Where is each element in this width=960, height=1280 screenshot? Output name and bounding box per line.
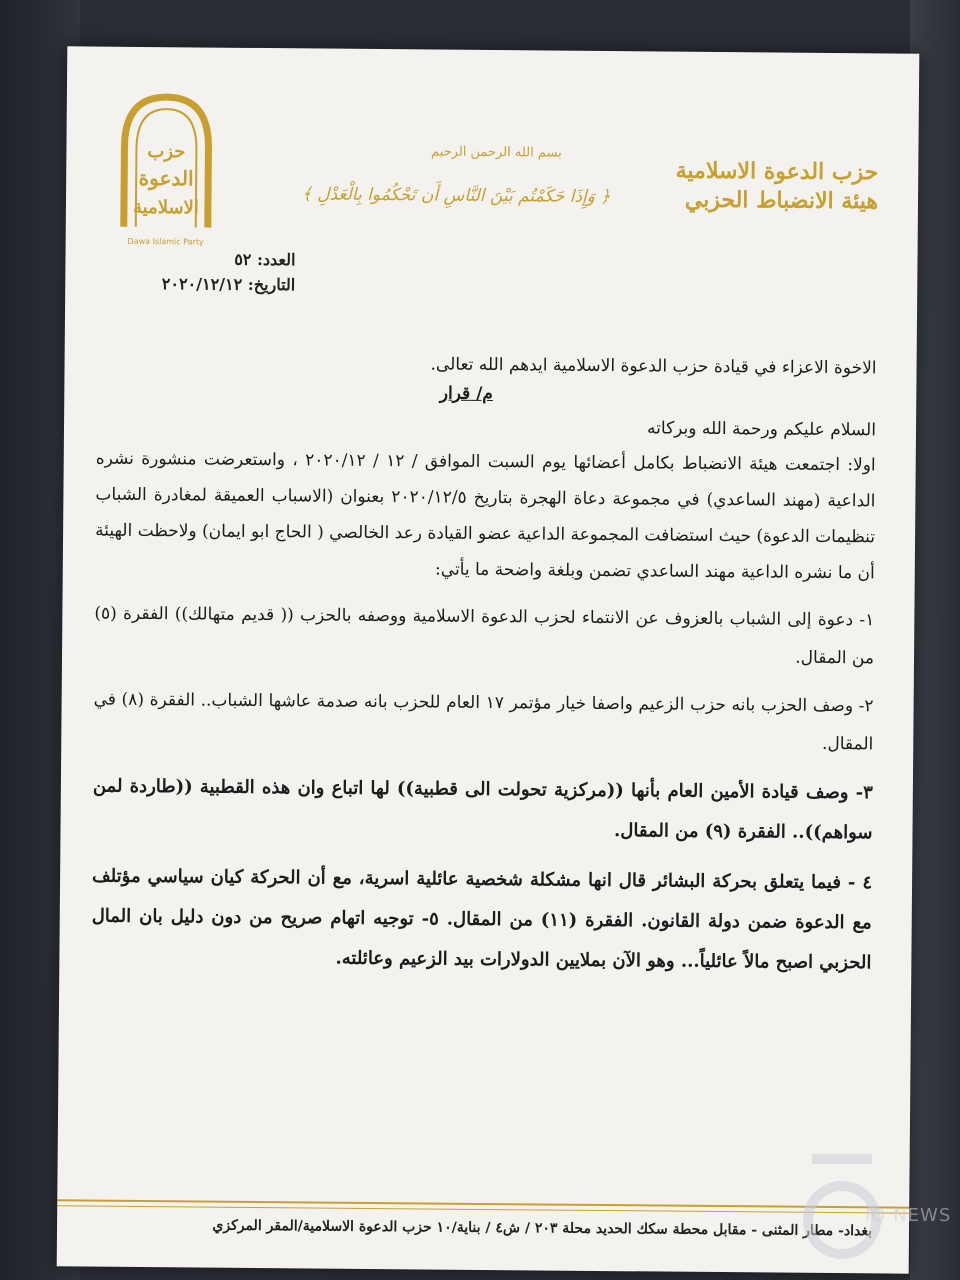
greeting: السلام عليكم ورحمة الله وبركاته: [647, 418, 877, 441]
logo-subtitle: Dawa Islamic Party: [127, 236, 204, 247]
date-value: ٢٠٢٠/١٢/١٢: [161, 273, 243, 294]
date-label: التاريخ:: [247, 274, 296, 295]
date-line: [115, 272, 295, 298]
logo-word-1: حزب: [147, 141, 186, 163]
letter-body: [91, 347, 876, 984]
number-value: ٥٢: [234, 249, 252, 269]
subject: م/ قرار: [439, 383, 493, 405]
letter-sheet: [57, 46, 920, 1273]
number-label: العدد:: [256, 249, 296, 270]
party-name: حزب الدعوة الاسلامية: [675, 157, 879, 186]
letter-meta: [115, 247, 295, 298]
number-line: [115, 247, 295, 273]
committee-name: هيئة الانضباط الحزبي: [684, 186, 879, 214]
list-item: ٢- وصف الحزب بانه حزب الزعيم واصفا خيار مؤتمر ١٧ العام للحزب بانه صدمة عاشها الشباب.. الفقرة (٨) في المقال.: [93, 689, 874, 755]
logo-word-2: الدعوة: [138, 165, 194, 191]
bismillah: بسم الله الرحمن الرحيم: [431, 144, 562, 161]
logo-word-3: الاسلامية: [132, 196, 199, 219]
party-logo: [106, 87, 227, 247]
footer-divider: [57, 1199, 909, 1213]
quran-verse: ﴿ وَإِذَا حَكَمْتُم بَيْنَ النَّاسِ أَن تَحْكُمُوا بِالْعَدْلِ ﴾: [301, 184, 611, 208]
intro-paragraph: اولا: اجتمعت هيئة الانضباط بكامل أعضائها يوم السبت الموافق / ١٢ / ٢٠٢٠/١٢ ، واستعرضت منشورة نشره الداعية (مهند الساعدي) في مجموعة دعاة الهجرة بتاريخ ٢٠٢٠/١٢/٥ بعنوان (الاسباب العميقة لمغادرة الشباب تنظيمات الدعوة) حيث استضافت المجموعة الداعية عضو القيادة رعد الخالصي ( الحاج ابو ايمان) ولاحظت الهيئة أن ما نشره الداعية مهند الساعدي تضمن وبلغة واضحة ما يأتي:: [95, 448, 876, 584]
letterhead-title: [618, 156, 878, 215]
watermark-text: IQ NEWS: [865, 1205, 952, 1226]
list-item: ٣- وصف قيادة الأمين العام بأنها ((مركزية تحولت الى قطبية)) لها اتباع وان هذه القطبية ((طاردة لمن سواهم)).. الفقرة (٩) من المقال.: [92, 775, 873, 844]
addressee: الاخوة الاعزاء في قيادة حزب الدعوة الاسلامية ايدهم الله تعالى.: [430, 354, 877, 379]
arch-logo-icon: [106, 87, 227, 238]
footer-address: بغداد- مطار المثنى - مقابل محطة سكك الحديد محلة ٢٠٣ / ش٤ / بناية/١٠ حزب الدعوة الاسلامية/المقر المركزي: [212, 1217, 873, 1240]
list-item: ١- دعوة إلى الشباب بالعزوف عن الانتماء لحزب الدعوة الاسلامية ووصفه بالحزب (( قديم متهالك)) الفقرة (٥) من المقال.: [94, 603, 875, 669]
list-item: ٤ - فيما يتعلق بحركة البشائر قال انها مشكلة شخصية عائلية اسرية، مع أن الحركة كيان سياسي مؤتلف مع الدعوة ضمن دولة القانون. الفقرة (١١) من المقال. ٥- توجيه اتهام صريح من دون دليل بان المال الحزبي اصبح مالاً عائلياً... وهو الآن بملايين الدولارات بيد الزعيم وعائلته.: [91, 865, 873, 974]
